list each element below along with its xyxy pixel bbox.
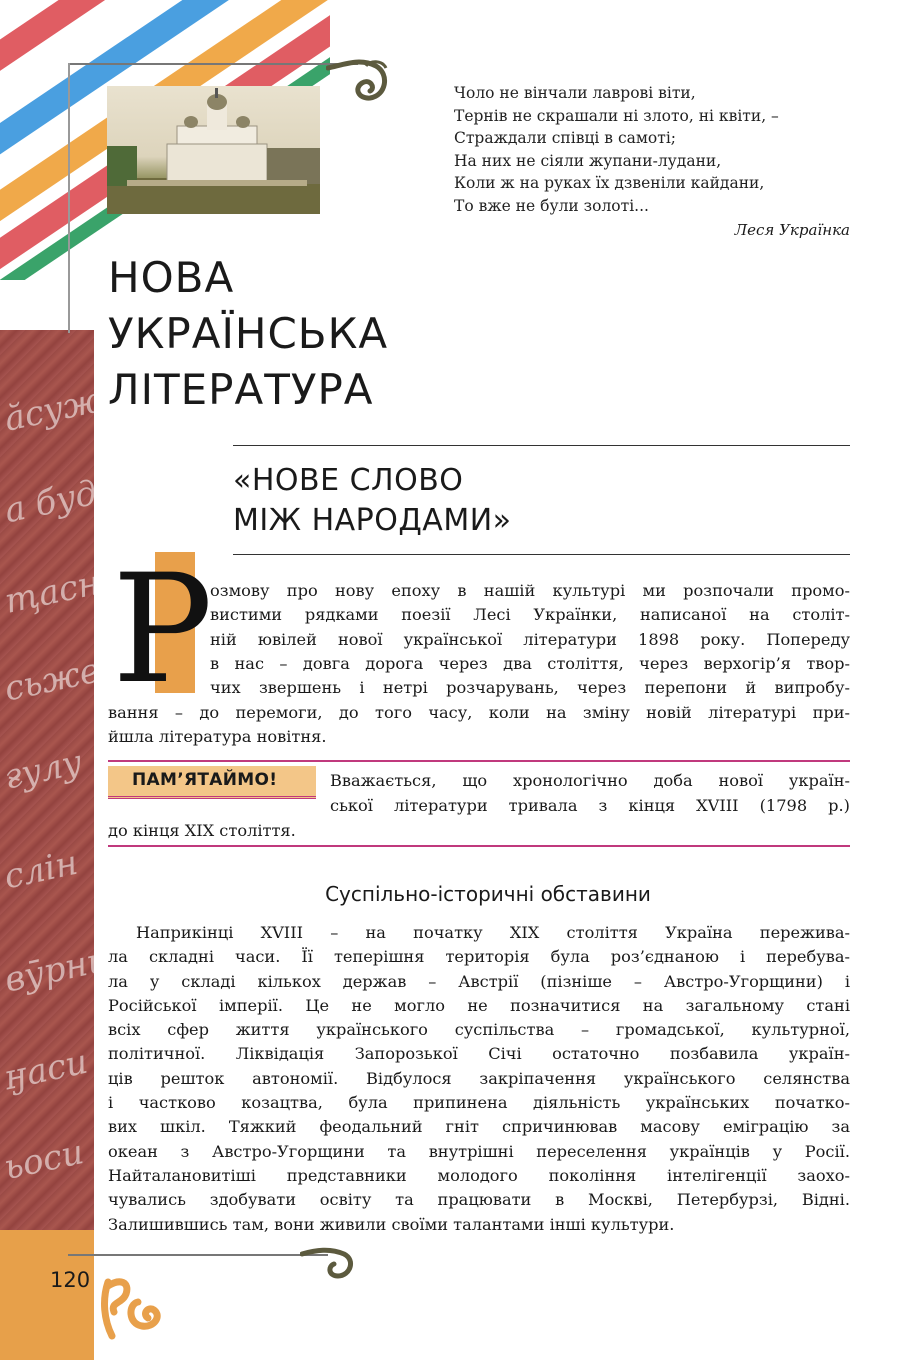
body-line: чувались здобувати освіту та працювати в Москві, Петербурзі, Відні. bbox=[108, 1190, 850, 1210]
epigraph bbox=[454, 82, 854, 218]
remember-badge bbox=[108, 766, 316, 799]
intro-line: вання – до перемоги, до того часу, коли на зміну новій літературі при- bbox=[108, 703, 850, 722]
chapter-title-line: МІЖ НАРОДАМИ» bbox=[233, 503, 512, 538]
intro-line: чих звершень і нетрі розчарувань, через перепони й випробу- bbox=[210, 678, 850, 698]
page-number: 120 bbox=[50, 1268, 91, 1292]
ornament-top-icon bbox=[326, 58, 394, 108]
chapter-title bbox=[233, 461, 512, 541]
section-title bbox=[108, 250, 388, 418]
epigraph-line: Коли ж на руках їх дзвеніли кайдани, bbox=[454, 174, 765, 193]
intro-line: в нас – довга дорога через два століття, через верхогір’я твор- bbox=[210, 653, 850, 673]
intro-paragraph-indented bbox=[210, 579, 850, 700]
note-rule-top bbox=[108, 760, 850, 762]
note-line: Вважається, що хронологічно доба нової україн- bbox=[330, 771, 850, 790]
body-line: вих шкіл. Тяжкий феодальний гніт спричинював масову еміграцію за bbox=[108, 1117, 850, 1137]
intro-line: вистими рядками поезії Лесі Українки, написаної на століт- bbox=[210, 605, 850, 625]
intro-line: йшла література новітня. bbox=[108, 727, 327, 747]
frame-rule-left bbox=[68, 63, 70, 333]
section-title-line: ЛІТЕРАТУРА bbox=[108, 365, 374, 414]
frame-rule-bottom bbox=[68, 1254, 328, 1256]
body-line: Російської імперії. Це не могло не позначитися на загальному стані bbox=[108, 995, 850, 1015]
epigraph-line: Тернів не скрашали ні злото, ні квіти, – bbox=[454, 106, 779, 125]
body-line: Найталановитіші представники молодого покоління інтелігенції заохо- bbox=[108, 1165, 850, 1185]
body-line: політичної. Ліквідація Запорозької Січі остаточно позбавила україн- bbox=[108, 1044, 850, 1064]
body-line: океан з Австро-Угорщини та внутрішні переселення українців у Росії. bbox=[108, 1141, 850, 1161]
logo-monogram-icon bbox=[98, 1272, 170, 1344]
epigraph-author: Леся Українка bbox=[734, 221, 850, 239]
calligraphy-band: ӑсуж а буде ҭасни сьже ғулу слін вӯрни ӈаси ьоси bbox=[0, 330, 94, 1230]
body-line: Наприкінці XVIII – на початку XIX століття Україна пережива- bbox=[136, 923, 850, 942]
remember-badge-label: ПАМ’ЯТАЙМО! bbox=[132, 770, 278, 790]
note-text-full bbox=[108, 818, 850, 843]
frame-rule-top bbox=[68, 63, 358, 65]
chapter-rule-bottom bbox=[233, 554, 850, 555]
intro-paragraph-full bbox=[108, 701, 850, 750]
note-line: до кінця XIX століття. bbox=[108, 821, 296, 840]
body-line: ла у складі кількох держав – Австрії (пізніше – Австро-Угорщини) і bbox=[108, 971, 850, 991]
body-line: і частково козацтва, була припинена діяльність українських початко- bbox=[108, 1093, 850, 1113]
epigraph-line: Страждали співці в самоті; bbox=[454, 129, 677, 148]
epigraph-line: На них не сіяли жупани-лудани, bbox=[454, 151, 722, 170]
intro-line: озмову про нову епоху в нашій культурі ми розпочали промо- bbox=[210, 581, 850, 600]
body-line: ла складні часи. Її теперішня територія була роз’єднаною і перебува- bbox=[108, 947, 850, 967]
note-rule-bottom bbox=[108, 845, 850, 847]
body-paragraph bbox=[108, 921, 850, 1237]
epigraph-line: То вже не були золоті... bbox=[454, 196, 649, 215]
section-title-line: НОВА bbox=[108, 253, 235, 302]
section-title-line: УКРАЇНСЬКА bbox=[108, 309, 389, 358]
corner-block bbox=[0, 1230, 94, 1360]
body-line: Залишившись там, вони живили своїми талантами інші культури. bbox=[108, 1214, 675, 1234]
note-line: ської літератури тривала з кінця XVIII (1798 р.) bbox=[330, 796, 850, 815]
note-text-indented bbox=[330, 768, 850, 818]
body-line: ців решток автономії. Відбулося закріпачення українського селянства bbox=[108, 1068, 850, 1088]
subheading: Суспільно-історичні обставини bbox=[325, 882, 651, 906]
chapter-rule-top bbox=[233, 445, 850, 446]
intro-line: ній ювілей нової української літератури 1898 року. Попереду bbox=[210, 629, 850, 649]
church-painting bbox=[107, 86, 320, 214]
chapter-title-line: «НОВЕ СЛОВО bbox=[233, 463, 464, 498]
dropcap-letter: Р bbox=[112, 543, 213, 717]
ornament-bottom-icon bbox=[300, 1240, 360, 1282]
body-line: всіх сфер життя українського суспільства – громадської, культурної, bbox=[108, 1020, 850, 1040]
epigraph-line: Чоло не вінчали лаврові віти, bbox=[454, 84, 696, 102]
